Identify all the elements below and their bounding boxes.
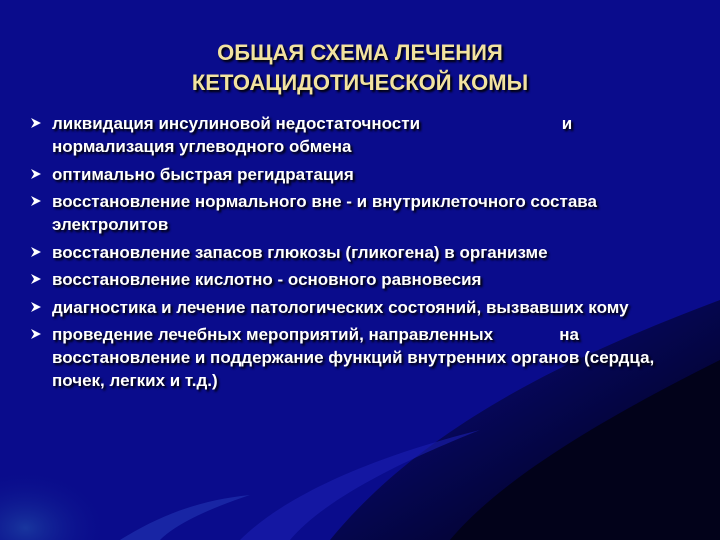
list-item-text: оптимально быстрая регидратация xyxy=(52,164,354,184)
list-item xyxy=(30,241,694,264)
bullet-list xyxy=(30,112,694,397)
arrowhead-bullet-icon xyxy=(30,273,42,285)
list-item xyxy=(30,112,694,158)
list-item xyxy=(30,323,694,392)
arrowhead-bullet-icon xyxy=(30,246,42,258)
list-item-text: проведение лечебных мероприятий, направленных на восстановление и поддержание функций внутренних органов (сердца, почек, легких и т.д.) xyxy=(52,325,659,390)
list-item xyxy=(30,163,694,186)
arrowhead-bullet-icon xyxy=(30,301,42,313)
list-item-text: восстановление запасов глюкозы (гликогена) в организме xyxy=(52,242,548,262)
arrowhead-bullet-icon xyxy=(30,168,42,180)
slide-title-line-1: ОБЩАЯ СХЕМА ЛЕЧЕНИЯ xyxy=(217,40,503,65)
list-item-text: диагностика и лечение патологических состояний, вызвавших кому xyxy=(52,297,629,317)
list-item xyxy=(30,268,694,291)
slide-title xyxy=(0,38,720,98)
list-item-text: восстановление нормального вне - и внутриклеточного состава электролитов xyxy=(52,192,602,234)
arrowhead-bullet-icon xyxy=(30,117,42,129)
list-item xyxy=(30,296,694,319)
arrowhead-bullet-icon xyxy=(30,328,42,340)
slide-title-line-2: КЕТОАЦИДОТИЧЕСКОЙ КОМЫ xyxy=(191,70,529,95)
list-item-text: восстановление кислотно - основного равновесия xyxy=(52,270,482,289)
list-item xyxy=(30,190,694,236)
arrowhead-bullet-icon xyxy=(30,195,42,207)
list-item-text: ликвидация инсулиновой недостаточности и нормализация углеводного обмена xyxy=(52,114,577,156)
